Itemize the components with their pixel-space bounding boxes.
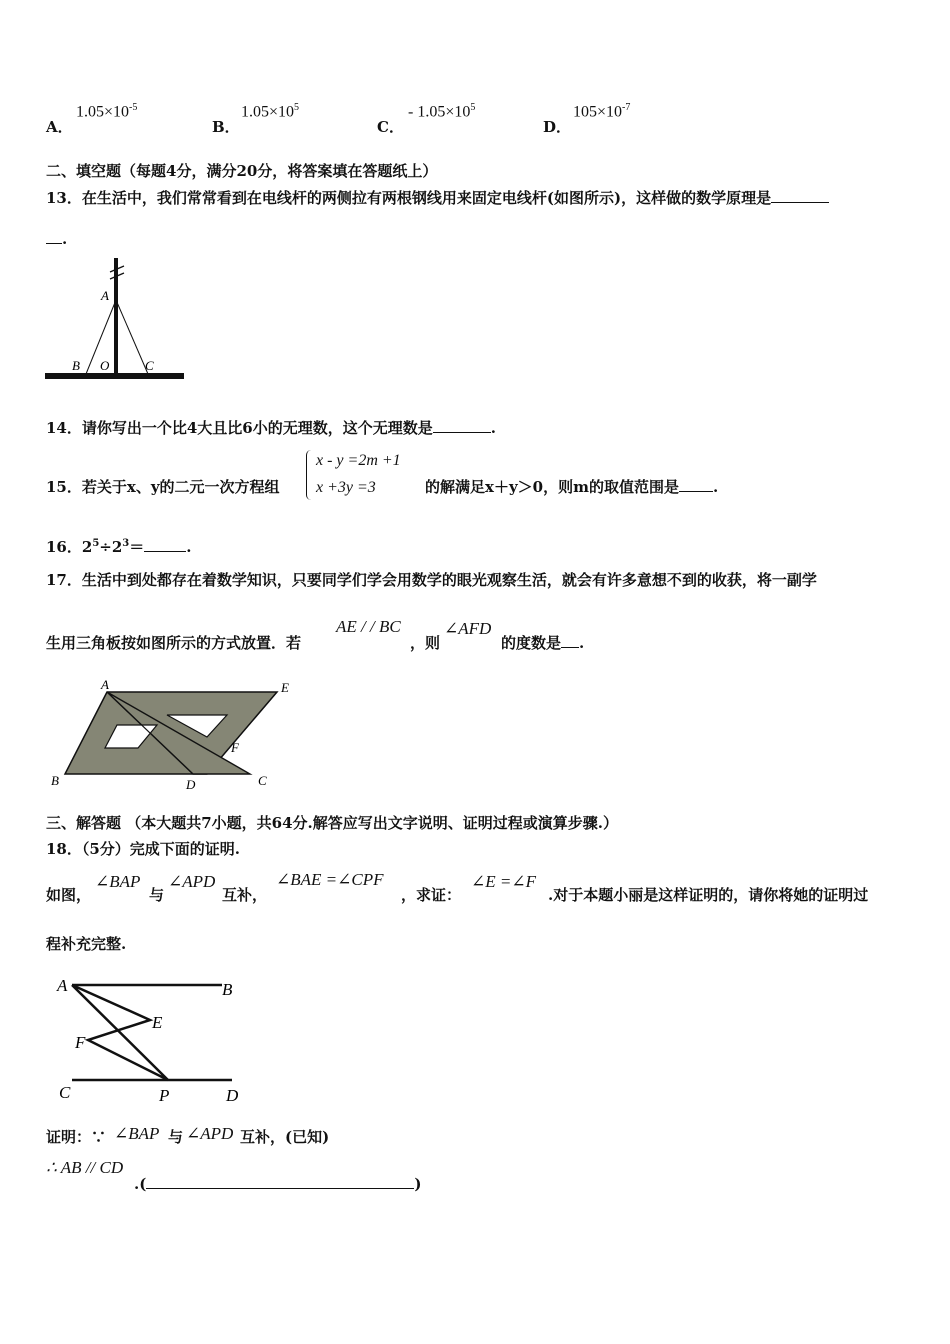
proof-line1-c: 互补，(已知) (240, 1128, 330, 1146)
option-d-value: $105\times 10^{-7}$ (573, 102, 631, 121)
q18-l1a: 如图， (46, 886, 92, 904)
label-e: E (152, 1013, 163, 1032)
q18-figure (50, 970, 250, 1110)
q18-title: 18．（5分）完成下面的证明. (46, 840, 241, 858)
wire-ac (116, 300, 148, 374)
q15-before: 15．若关于x、y的二元一次方程组 (46, 478, 280, 496)
q17-line2c: 的度数是 . (501, 634, 585, 652)
q17-line2b: ，则 (410, 634, 441, 652)
label-c: C (145, 358, 154, 373)
zigzag-lines (72, 985, 168, 1080)
label-o: O (100, 358, 110, 373)
q15-after: 的解满足x＋y＞0，则m的取值范围是 . (425, 478, 719, 496)
label-c: C (59, 1083, 71, 1102)
proof-ang2: ∠APD (186, 1124, 234, 1143)
section3-title: 三、解答题 （本大题共7小题，共64分.解答应写出文字说明、证明过程或演算步骤.） (46, 814, 618, 832)
q14-text: 14．请你写出一个比4大且比6小的无理数，这个无理数是 . (46, 419, 496, 437)
proof-line1-a: 证明：∵ (46, 1128, 107, 1146)
q17-angle: ∠AFD (444, 619, 492, 638)
label-p: P (159, 1086, 170, 1105)
q15-eq1: x - y =2m +1 (316, 452, 401, 469)
option-c-label: C． (377, 118, 404, 136)
q15-blank[interactable] (679, 477, 713, 492)
q15-brace (306, 450, 311, 500)
option-c-value: - $1.05\times 10^5$ (408, 102, 476, 121)
q18-l1e: .对于本题小丽是这样证明的，请你将她的证明过 (548, 886, 869, 904)
q16-text: 16．$2^5\div 2^3=$ . (46, 538, 192, 556)
q17-line1: 17．生活中到处都存在着数学知识，只要同学们学会用数学的眼光观察生活，就会有许多意想不到的收获，将一副学 (46, 571, 817, 589)
section2-title: 二、填空题（每题4分，满分20分，将答案填在答题纸上） (46, 162, 438, 180)
q17-cond: AE / / BC (336, 617, 401, 636)
option-d-label: D． (543, 118, 572, 136)
option-a-label: A． (46, 118, 73, 136)
label-d: D (226, 1086, 239, 1105)
q13-figure (40, 250, 190, 385)
option-b-value: $1.05\times 10^5$ (241, 102, 300, 121)
q15-eq2: x +3y =3 (316, 479, 376, 496)
q18-l1b: 与 (149, 886, 165, 904)
label-d: D (186, 777, 196, 792)
label-b: B (51, 773, 59, 788)
label-a: A (57, 976, 68, 995)
label-e: E (281, 680, 289, 695)
label-f: F (75, 1033, 86, 1052)
q13-blank[interactable] (771, 188, 829, 203)
q16-blank[interactable] (144, 537, 186, 552)
proof-line2: ∴ AB // CD (46, 1158, 124, 1177)
option-a-value: $1.05\times 10^{-5}$ (76, 102, 138, 121)
proof-line1-b: 与 (168, 1128, 184, 1146)
q14-blank[interactable] (433, 418, 491, 433)
proof-ang1: ∠BAP (114, 1124, 160, 1143)
q18-cond: ∠BAE =∠CPF (276, 870, 384, 889)
q17-line2a: 生用三角板按如图所示的方式放置．若 (46, 634, 302, 652)
proof-line2-blank: .( ) (134, 1175, 422, 1193)
proof-blank[interactable] (146, 1174, 414, 1189)
label-b: B (222, 980, 233, 999)
q18-l2: 程补充完整. (46, 935, 127, 953)
q18-l1d: ，求证： (401, 886, 462, 904)
q17-figure (45, 675, 305, 795)
q17-blank[interactable] (561, 633, 579, 648)
label-a: A (101, 288, 109, 303)
q13-cont: . (46, 229, 67, 248)
label-a: A (101, 677, 109, 692)
q18-ang1: ∠BAP (95, 872, 141, 891)
label-c: C (258, 773, 267, 788)
q13-text: 13．在生活中，我们常常看到在电线杆的两侧拉有两根钢线用来固定电线杆(如图所示)，这样做的数学原理是 (46, 187, 829, 208)
q18-goal: ∠E =∠F (471, 872, 536, 891)
q18-l1c: 互补， (222, 886, 268, 904)
label-b: B (72, 358, 80, 373)
label-f: F (231, 740, 239, 755)
option-b-label: B． (212, 118, 240, 136)
q18-ang2: ∠APD (168, 872, 216, 891)
